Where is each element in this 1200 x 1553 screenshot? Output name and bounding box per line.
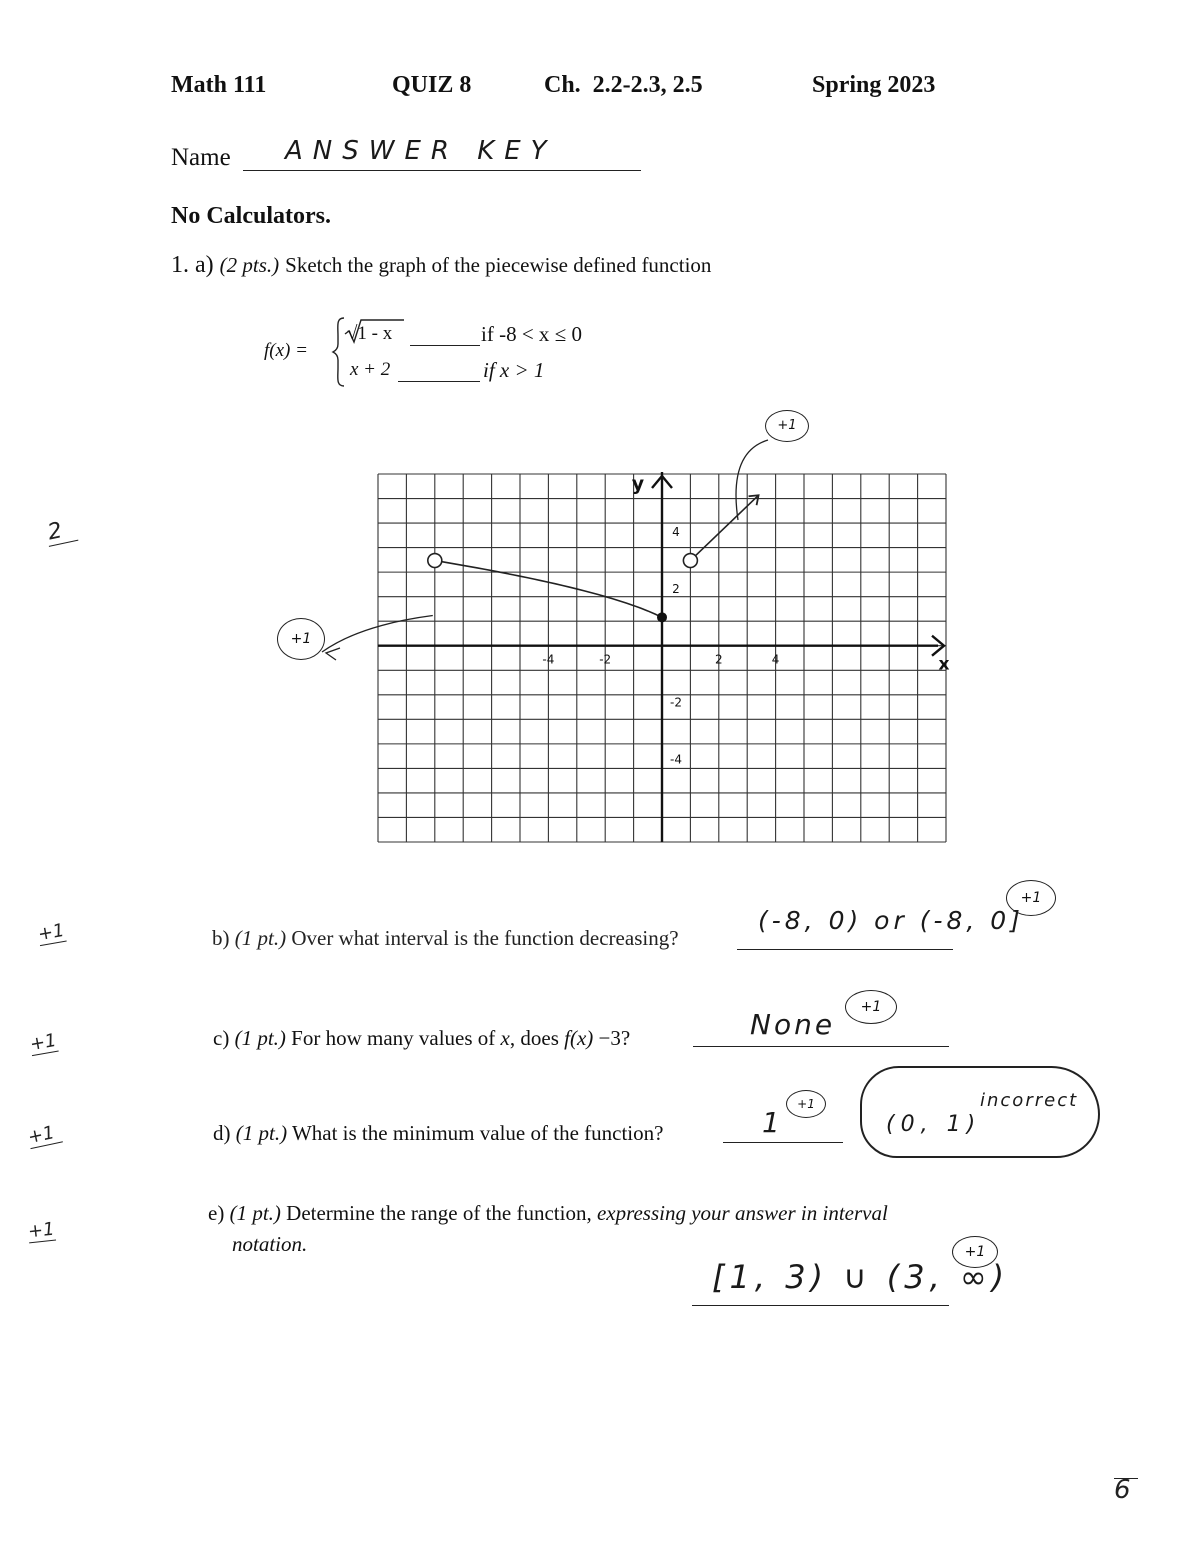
margin-mark-qd: +1 bbox=[26, 1121, 62, 1149]
score-graph-left-text: +1 bbox=[290, 631, 312, 647]
question-e-text: Determine the range of the function, bbox=[286, 1201, 597, 1225]
incorrect-note-bubble bbox=[860, 1066, 1100, 1158]
x-tick-label: -4 bbox=[542, 652, 555, 667]
y-tick-label: -2 bbox=[670, 695, 682, 710]
crossed-answer-d: (0, 1) bbox=[886, 1112, 982, 1137]
margin-mark-q1a: 2 bbox=[44, 515, 79, 547]
question-d-answer-line bbox=[723, 1142, 843, 1143]
total-score-value: 6 bbox=[1114, 1475, 1131, 1505]
question-c-text-after: −3? bbox=[593, 1026, 631, 1050]
x-tick-label: -2 bbox=[599, 652, 612, 667]
function-label: f(x) = bbox=[264, 340, 308, 361]
quiz-title: QUIZ 8 bbox=[392, 72, 472, 98]
question-e-text-line2: notation. bbox=[232, 1232, 308, 1256]
question-b-answer: (-8, 0) or (-8, 0] bbox=[758, 906, 1024, 935]
question-b-points: (1 pt.) bbox=[234, 926, 287, 950]
x-axis-label: x bbox=[938, 654, 950, 675]
leader-line-right bbox=[736, 440, 768, 520]
question-c-expr: f(x) bbox=[564, 1026, 594, 1050]
piece1-expression: √1 - x bbox=[347, 323, 393, 344]
open-endpoint-left bbox=[428, 554, 442, 568]
term: Spring 2023 bbox=[812, 72, 936, 98]
margin-mark-qb: +1 bbox=[36, 919, 67, 946]
score-c-text: +1 bbox=[860, 999, 882, 1015]
question-c-text-before: For how many values of bbox=[291, 1026, 501, 1050]
question-c-answer-line bbox=[693, 1046, 949, 1047]
score-circle-b bbox=[1006, 880, 1056, 916]
name-label: Name bbox=[171, 144, 231, 171]
score-circle-c bbox=[845, 990, 897, 1024]
question-e-label: e) bbox=[208, 1201, 225, 1225]
x-tick-label: 4 bbox=[771, 652, 780, 667]
total-score bbox=[1114, 1475, 1138, 1505]
leader-arrow-left bbox=[326, 648, 340, 660]
piece2-condition: if x > 1 bbox=[483, 358, 545, 382]
question-b-answer-line bbox=[737, 949, 953, 950]
name-value: ANSWER KEY bbox=[285, 136, 557, 166]
y-tick-label: 2 bbox=[672, 581, 680, 596]
chapters: Ch. 2.2-2.3, 2.5 bbox=[544, 72, 703, 98]
y-axis-label: y bbox=[631, 473, 645, 495]
question-c-text-mid: , does bbox=[509, 1026, 565, 1050]
closed-endpoint-origin bbox=[657, 612, 667, 622]
score-d-text: +1 bbox=[797, 1097, 815, 1111]
question-1a-number: 1. a) bbox=[171, 252, 214, 278]
score-b-text: +1 bbox=[1020, 890, 1042, 906]
question-b-label: b) bbox=[212, 926, 230, 950]
question-e-points: (1 pt.) bbox=[229, 1201, 281, 1225]
margin-mark-qc: +1 bbox=[28, 1029, 59, 1056]
score-circle-graph-left bbox=[277, 618, 325, 660]
x-tick-label: 2 bbox=[714, 652, 723, 667]
score-circle-d bbox=[786, 1090, 826, 1118]
question-d-answer: 1 bbox=[762, 1106, 783, 1139]
question-e-text-italic: expressing your answer in interval bbox=[596, 1201, 888, 1225]
y-tick-label: 4 bbox=[672, 525, 680, 540]
question-d-points: (1 pt.) bbox=[235, 1121, 288, 1145]
question-d-label: d) bbox=[213, 1121, 231, 1145]
score-circle-graph-right bbox=[765, 410, 809, 442]
question-c-points: (1 pt.) bbox=[234, 1026, 286, 1050]
instructions: No Calculators. bbox=[171, 203, 331, 229]
question-e bbox=[208, 1201, 888, 1226]
question-d-text: What is the minimum value of the function? bbox=[291, 1121, 664, 1145]
score-e-text: +1 bbox=[964, 1244, 986, 1260]
line-piece-2 bbox=[690, 495, 758, 560]
piece1-condition: if -8 < x ≤ 0 bbox=[481, 322, 582, 346]
question-e-answer-line bbox=[692, 1305, 949, 1306]
question-c-var: x bbox=[500, 1026, 510, 1050]
course-title: Math 111 bbox=[171, 72, 267, 98]
margin-mark-qe: +1 bbox=[26, 1218, 56, 1243]
question-b-text: Over what interval is the function decreasing? bbox=[291, 926, 679, 950]
question-c-answer: None bbox=[750, 1008, 836, 1041]
score-circle-e bbox=[952, 1236, 998, 1268]
score-graph-right-text: +1 bbox=[777, 418, 797, 433]
piece2-expression: x + 2 bbox=[350, 359, 391, 380]
question-c bbox=[213, 1026, 630, 1051]
question-d bbox=[213, 1121, 663, 1146]
question-1a-text: Sketch the graph of the piecewise defined function bbox=[285, 253, 712, 277]
y-tick-label: -4 bbox=[670, 752, 682, 767]
open-endpoint-right bbox=[683, 554, 697, 568]
question-e-answer: [1, 3) ∪ (3, ∞) bbox=[712, 1258, 1010, 1296]
question-b bbox=[212, 926, 679, 951]
question-1a-points: (2 pts.) bbox=[219, 253, 280, 277]
incorrect-note: incorrect bbox=[980, 1090, 1079, 1111]
question-c-label: c) bbox=[213, 1026, 230, 1050]
